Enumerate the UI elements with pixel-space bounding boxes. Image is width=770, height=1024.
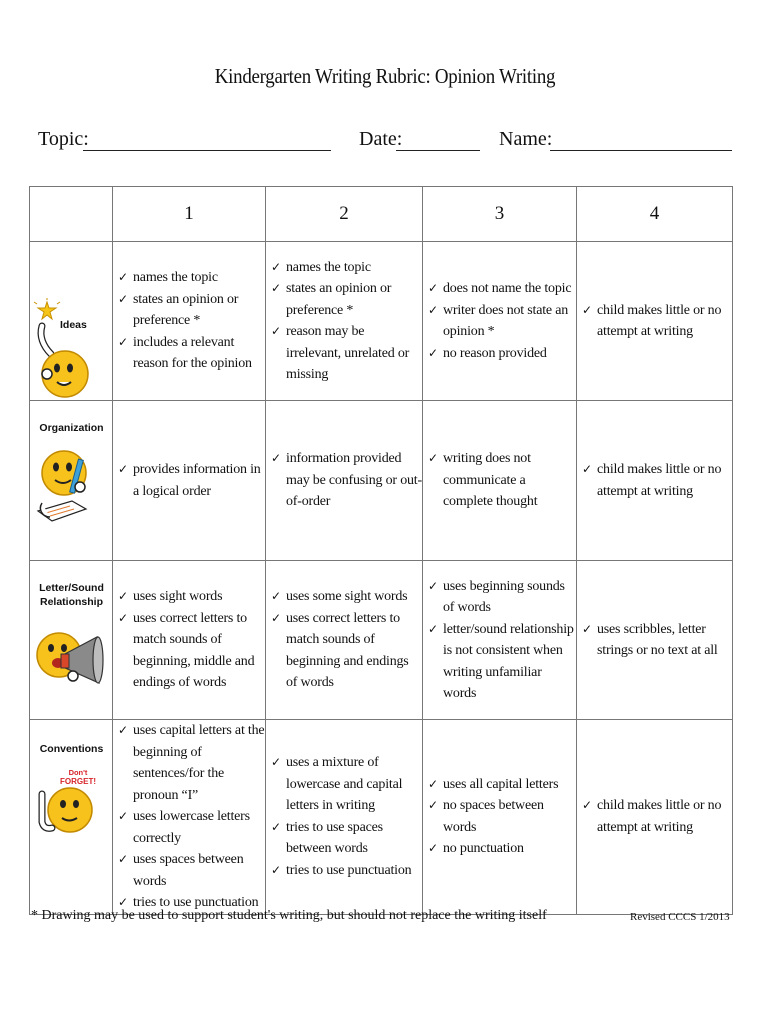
rubric-cell bbox=[113, 720, 266, 915]
name-label: Name: bbox=[499, 128, 553, 150]
svg-text:Don't: Don't bbox=[68, 768, 88, 777]
criterion: ✓ names the topic bbox=[118, 267, 265, 289]
rubric-cell bbox=[113, 401, 266, 561]
criterion: ✓ uses correct letters to match sounds of beginning, middle and endings of words bbox=[118, 608, 265, 694]
criterion: ✓ states an opinion or preference * bbox=[118, 289, 265, 332]
rubric-row bbox=[30, 561, 733, 720]
revision-note: Revised CCCS 1/2013 bbox=[630, 911, 730, 923]
header-row bbox=[30, 187, 733, 242]
criterion: ✓ includes a relevant reason for the opinion bbox=[118, 332, 265, 375]
page-title: Kindergarten Writing Rubric: Opinion Writing bbox=[214, 64, 556, 88]
criterion: ✓ uses all capital letters bbox=[428, 774, 576, 796]
writing-smiley-icon bbox=[36, 447, 88, 527]
criterion: ✓ uses correct letters to match sounds of beginning and endings of words bbox=[271, 608, 422, 694]
topic-line[interactable] bbox=[83, 150, 331, 151]
level-header: 1 bbox=[113, 187, 266, 242]
criterion: ✓ no punctuation bbox=[428, 838, 576, 860]
criterion: ✓ uses spaces between words bbox=[118, 849, 265, 892]
rubric-cell bbox=[113, 242, 266, 401]
criterion: ✓ names the topic bbox=[271, 257, 422, 279]
category-label: Letter/Sound Relationship bbox=[39, 582, 104, 608]
rubric-cell bbox=[266, 561, 423, 720]
criterion: ✓ child makes little or no attempt at writing bbox=[582, 795, 732, 838]
category-label: Ideas bbox=[60, 319, 87, 331]
rubric-cell bbox=[266, 401, 423, 561]
rubric-cell bbox=[423, 401, 577, 561]
idea-smiley-icon bbox=[33, 298, 91, 408]
name-line[interactable] bbox=[550, 150, 732, 151]
dont-forget-smiley-icon bbox=[36, 764, 96, 838]
rubric-cell bbox=[577, 720, 733, 915]
criterion: ✓ uses a mixture of lowercase and capital letters in writing bbox=[271, 752, 422, 817]
level-header: 2 bbox=[266, 187, 423, 242]
criterion: ✓ does not name the topic bbox=[428, 278, 576, 300]
level-header: 3 bbox=[423, 187, 577, 242]
level-header: 4 bbox=[577, 187, 733, 242]
criteria-list bbox=[577, 300, 732, 343]
corner-cell bbox=[30, 187, 113, 242]
criterion: ✓ tries to use punctuation bbox=[271, 860, 422, 882]
criterion: ✓ no spaces between words bbox=[428, 795, 576, 838]
rubric-row bbox=[30, 401, 733, 561]
criteria-list bbox=[266, 586, 422, 694]
rubric-cell bbox=[577, 242, 733, 401]
rubric-cell bbox=[266, 720, 423, 915]
criteria-list bbox=[113, 586, 265, 694]
criteria-list bbox=[423, 448, 576, 513]
category-cell bbox=[30, 242, 113, 401]
criterion: ✓ uses some sight words bbox=[271, 586, 422, 608]
criterion: ✓ tries to use punctuation bbox=[118, 892, 265, 914]
criteria-list bbox=[577, 459, 732, 502]
category-label: Organization bbox=[39, 422, 104, 434]
criteria-list bbox=[423, 774, 576, 860]
footnote: * Drawing may be used to support student's writing, but should not replace the writing itself bbox=[31, 908, 547, 923]
criteria-list bbox=[423, 576, 576, 705]
criteria-list bbox=[113, 720, 265, 914]
category-label: Conventions bbox=[39, 743, 104, 755]
criterion: ✓ tries to use spaces between words bbox=[271, 817, 422, 860]
criterion: ✓ writer does not state an opinion * bbox=[428, 300, 576, 343]
criteria-list bbox=[423, 278, 576, 364]
criterion: ✓ no reason provided bbox=[428, 343, 576, 365]
category-cell bbox=[30, 401, 113, 561]
topic-label: Topic: bbox=[38, 128, 89, 150]
rubric-cell bbox=[423, 561, 577, 720]
criteria-list bbox=[113, 459, 265, 502]
criterion: ✓ states an opinion or preference * bbox=[271, 278, 422, 321]
criterion: ✓ uses beginning sounds of words bbox=[428, 576, 576, 619]
svg-text:FORGET!: FORGET! bbox=[60, 777, 96, 786]
criteria-list bbox=[266, 752, 422, 881]
criterion: ✓ uses sight words bbox=[118, 586, 265, 608]
category-cell bbox=[30, 561, 113, 720]
date-line[interactable] bbox=[396, 150, 480, 151]
rubric-cell bbox=[577, 401, 733, 561]
rubric-row bbox=[30, 720, 733, 915]
rubric-cell bbox=[577, 561, 733, 720]
date-label: Date: bbox=[359, 128, 403, 150]
criterion: ✓ uses capital letters at the beginning of sentences/for the pronoun “I” bbox=[118, 720, 265, 806]
criteria-list bbox=[577, 795, 732, 838]
criterion: ✓ child makes little or no attempt at writing bbox=[582, 459, 732, 502]
criterion: ✓ reason may be irrelevant, unrelated or missing bbox=[271, 321, 422, 386]
criterion: ✓ information provided may be confusing or out-of-order bbox=[271, 448, 422, 513]
rubric-cell bbox=[113, 561, 266, 720]
rubric-cell bbox=[423, 720, 577, 915]
criteria-list bbox=[113, 267, 265, 375]
rubric-row bbox=[30, 242, 733, 401]
criterion: ✓ provides information in a logical order bbox=[118, 459, 265, 502]
megaphone-smiley-icon bbox=[33, 621, 109, 691]
criterion: ✓ uses lowercase letters correctly bbox=[118, 806, 265, 849]
criteria-list bbox=[266, 257, 422, 386]
criteria-list bbox=[577, 619, 732, 662]
criterion: ✓ uses scribbles, letter strings or no text at all bbox=[582, 619, 732, 662]
criterion: ✓ writing does not communicate a complete thought bbox=[428, 448, 576, 513]
rubric-cell bbox=[423, 242, 577, 401]
rubric-cell bbox=[266, 242, 423, 401]
category-cell bbox=[30, 720, 113, 915]
criteria-list bbox=[266, 448, 422, 513]
rubric-table bbox=[29, 186, 733, 915]
criterion: ✓ letter/sound relationship is not consistent when writing unfamiliar words bbox=[428, 619, 576, 705]
criterion: ✓ child makes little or no attempt at writing bbox=[582, 300, 732, 343]
header-fields bbox=[38, 128, 738, 156]
